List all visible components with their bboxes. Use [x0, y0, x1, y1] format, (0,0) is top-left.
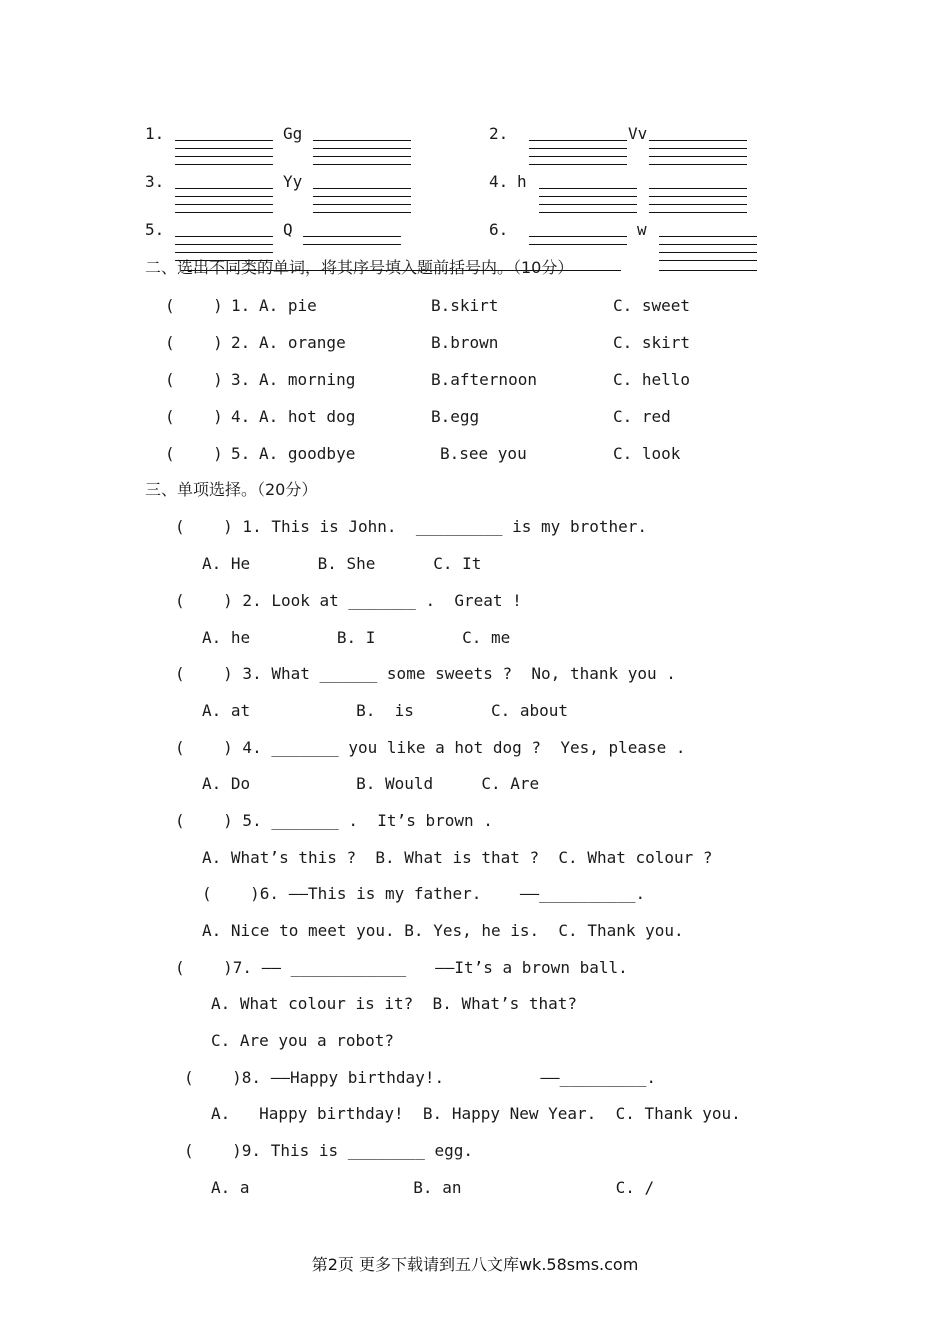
writing-line [529, 148, 627, 149]
item-number: 3. [145, 172, 165, 191]
writing-line [659, 260, 757, 261]
answer-bracket[interactable]: ( ) [165, 333, 223, 352]
writing-line [529, 236, 627, 237]
options-line: A. What’s this ? B. What is that ? C. What colour ? [202, 848, 713, 867]
writing-line [539, 188, 637, 189]
writing-line [313, 148, 411, 149]
writing-line [175, 156, 273, 157]
writing-line [649, 188, 747, 189]
writing-line [175, 204, 273, 205]
option-a: A. orange [259, 333, 346, 352]
options-line: A. he B. I C. me [202, 628, 511, 647]
writing-line [539, 212, 637, 213]
letter-label: Gg [283, 124, 303, 143]
answer-bracket[interactable]: ( ) [165, 370, 223, 389]
writing-line [313, 140, 411, 141]
writing-line [649, 204, 747, 205]
option-a: A. hot dog [259, 407, 356, 426]
writing-line [175, 196, 273, 197]
question-line: ( ) 4. _______ you like a hot dog ? Yes, please . [175, 738, 686, 757]
question-line: ( )8. ——Happy birthday!. ——_________. [184, 1068, 657, 1087]
options-line: A. Do B. Would C. Are [202, 774, 540, 793]
writing-line [659, 244, 757, 245]
writing-line [659, 252, 757, 253]
section-title: 二、选出不同类的单词，将其序号填入题前括号内。（10分） [145, 258, 574, 277]
option-b: B.afternoon [431, 370, 537, 389]
writing-line [313, 212, 411, 213]
writing-line [313, 196, 411, 197]
option-a: A. goodbye [259, 444, 356, 463]
option-c: C. hello [613, 370, 691, 389]
question-line: ( ) 5. _______ . It’s brown . [175, 811, 493, 830]
writing-line [175, 244, 273, 245]
writing-line [649, 156, 747, 157]
option-b: B.see you [440, 444, 527, 463]
option-a: A. pie [259, 296, 317, 315]
options-line: A. a B. an C. / [211, 1178, 655, 1197]
option-a: A. morning [259, 370, 356, 389]
option-b: B.egg [431, 407, 480, 426]
question-line: ( ) 2. Look at _______ . Great ! [175, 591, 522, 610]
writing-line [649, 140, 747, 141]
letter-label: Q [283, 220, 293, 239]
writing-line [313, 164, 411, 165]
options-line: A. Nice to meet you. B. Yes, he is. C. Thank you. [202, 921, 684, 940]
writing-line [649, 164, 747, 165]
writing-line [175, 252, 273, 253]
question-number: 3. [231, 370, 251, 389]
writing-line [659, 236, 757, 237]
letter-label: h [517, 172, 527, 191]
question-number: 4. [231, 407, 251, 426]
question-number: 1. [231, 296, 251, 315]
page-footer: 第2页 更多下载请到五八文库wk.58sms.com [311, 1255, 639, 1274]
writing-line [649, 212, 747, 213]
writing-line [175, 212, 273, 213]
option-c: C. red [613, 407, 671, 426]
writing-line [175, 164, 273, 165]
section-title: 三、单项选择。（20分） [145, 480, 318, 499]
letter-label: Yy [283, 172, 303, 191]
options-line: A. at B. is C. about [202, 701, 569, 720]
writing-line [303, 244, 401, 245]
writing-line [313, 204, 411, 205]
option-c: C. look [613, 444, 681, 463]
writing-line [539, 204, 637, 205]
writing-line [529, 156, 627, 157]
question-line: ( )9. This is ________ egg. [184, 1141, 473, 1160]
item-number: 4. [489, 172, 509, 191]
letter-label: w [637, 220, 647, 239]
writing-line [175, 148, 273, 149]
question-line: ( ) 3. What ______ some sweets ? No, thank you . [175, 664, 676, 683]
writing-line [529, 164, 627, 165]
writing-line [659, 270, 757, 271]
writing-line [529, 140, 627, 141]
item-number: 6. [489, 220, 509, 239]
writing-line [529, 244, 627, 245]
writing-line [539, 196, 637, 197]
answer-bracket[interactable]: ( ) [165, 296, 223, 315]
letter-label: Vv [628, 124, 648, 143]
options-line: A. He B. She C. It [202, 554, 482, 573]
item-number: 5. [145, 220, 165, 239]
writing-line [175, 188, 273, 189]
answer-bracket[interactable]: ( ) [165, 444, 223, 463]
question-number: 5. [231, 444, 251, 463]
writing-line [303, 236, 401, 237]
question-number: 2. [231, 333, 251, 352]
option-c: C. sweet [613, 296, 691, 315]
writing-line [313, 188, 411, 189]
item-number: 1. [145, 124, 165, 143]
option-b: B.brown [431, 333, 499, 352]
question-line: ( )7. —— ____________ ——It’s a brown ball. [175, 958, 628, 977]
writing-line [175, 236, 273, 237]
options-line: C. Are you a robot? [211, 1031, 395, 1050]
writing-line [175, 140, 273, 141]
option-b: B.skirt [431, 296, 499, 315]
answer-bracket[interactable]: ( ) [165, 407, 223, 426]
item-number: 2. [489, 124, 509, 143]
writing-line [313, 156, 411, 157]
writing-line [649, 196, 747, 197]
writing-line [649, 148, 747, 149]
options-line: A. Happy birthday! B. Happy New Year. C. Thank you. [211, 1104, 741, 1123]
options-line: A. What colour is it? B. What’s that? [211, 994, 578, 1013]
question-line: ( )6. ——This is my father. ——__________. [202, 884, 646, 903]
option-c: C. skirt [613, 333, 691, 352]
question-line: ( ) 1. This is John. _________ is my brother. [175, 517, 648, 536]
